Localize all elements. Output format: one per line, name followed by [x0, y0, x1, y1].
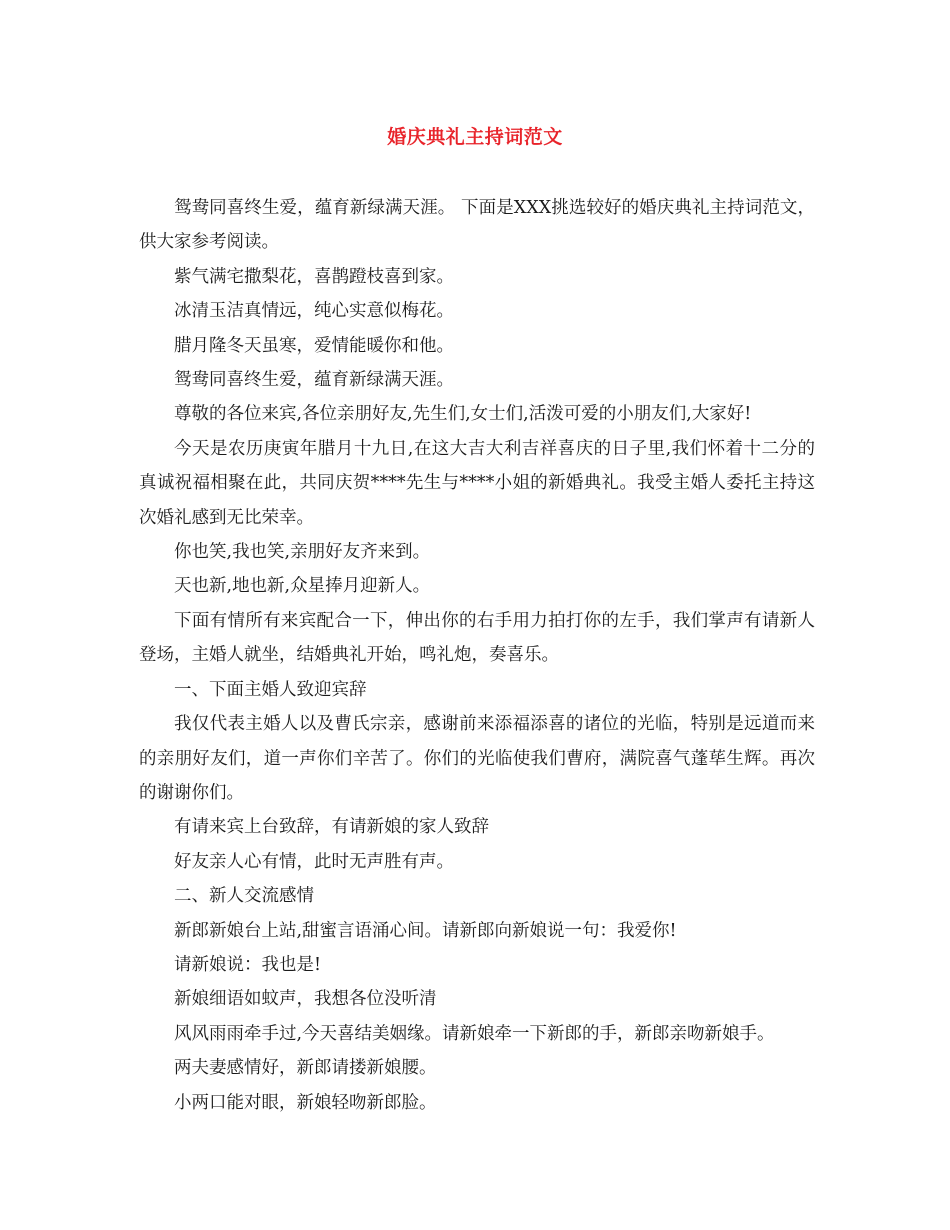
paragraph: 今天是农历庚寅年腊月十九日,在这大吉大利吉祥喜庆的日子里,我们怀着十二分的真诚祝福相聚在此，共同庆贺****先生与****小姐的新婚典礼。我受主婚人委托主持这次婚礼感到无比荣幸。: [139, 438, 815, 528]
paragraph: 冰清玉洁真情远，纯心实意似梅花。: [174, 301, 454, 322]
paragraph: 鸳鸯同喜终生爱，蕴育新绿满天涯。: [174, 370, 454, 391]
paragraph: 尊敬的各位来宾,各位亲朋好友,先生们,女士们,活泼可爱的小朋友们,大家好!: [174, 404, 752, 425]
paragraph: 有请来宾上台致辞，有请新娘的家人致辞: [174, 817, 489, 838]
paragraph: 腊月隆冬天虽寒，爱情能暖你和他。: [174, 335, 454, 356]
paragraph: 下面有情所有来宾配合一下，伸出你的右手用力拍打你的左手，我们掌声有请新人登场，主婚人就坐，结婚典礼开始，鸣礼炮，奏喜乐。: [139, 610, 815, 666]
paragraph: 新娘细语如蚊声，我想各位没听清: [174, 989, 437, 1010]
paragraph: 请新娘说：我也是!: [174, 954, 322, 975]
document-title: 婚庆典礼主持词范文: [387, 126, 563, 148]
paragraph: 你也笑,我也笑,亲朋好友齐来到。: [174, 542, 431, 563]
paragraph: 风风雨雨牵手过,今天喜结美姻缘。请新娘牵一下新郎的手，新郎亲吻新娘手。: [174, 1023, 775, 1044]
paragraph: 我仅代表主婚人以及曹氏宗亲，感谢前来添福添喜的诸位的光临，特别是远道而来的亲朋好友们，道一声你们辛苦了。你们的光临使我们曹府，满院喜气蓬荜生辉。再次的谢谢你们。: [139, 714, 815, 803]
paragraph: 好友亲人心有情，此时无声胜有声。: [174, 851, 454, 872]
paragraph: 新郎新娘台上站,甜蜜言语涌心间。请新郎向新娘说一句：我爱你!: [174, 920, 677, 941]
document-body: [139, 191, 815, 1120]
section-heading: 一、下面主婚人致迎宾辞: [174, 679, 367, 700]
paragraph: 紫气满宅撒梨花，喜鹊蹬枝喜到家。: [174, 266, 454, 287]
paragraph: 小两口能对眼，新娘轻吻新郎脸。: [174, 1092, 437, 1113]
paragraph: 两夫妻感情好，新郎请搂新娘腰。: [174, 1058, 437, 1079]
paragraph: 鸳鸯同喜终生爱，蕴育新绿满天涯。 下面是XXX挑选较好的婚庆典礼主持词范文，供大家参考阅读。: [139, 198, 815, 253]
paragraph: 天也新,地也新,众星捧月迎新人。: [174, 576, 431, 597]
section-heading: 二、新人交流感情: [174, 886, 314, 907]
